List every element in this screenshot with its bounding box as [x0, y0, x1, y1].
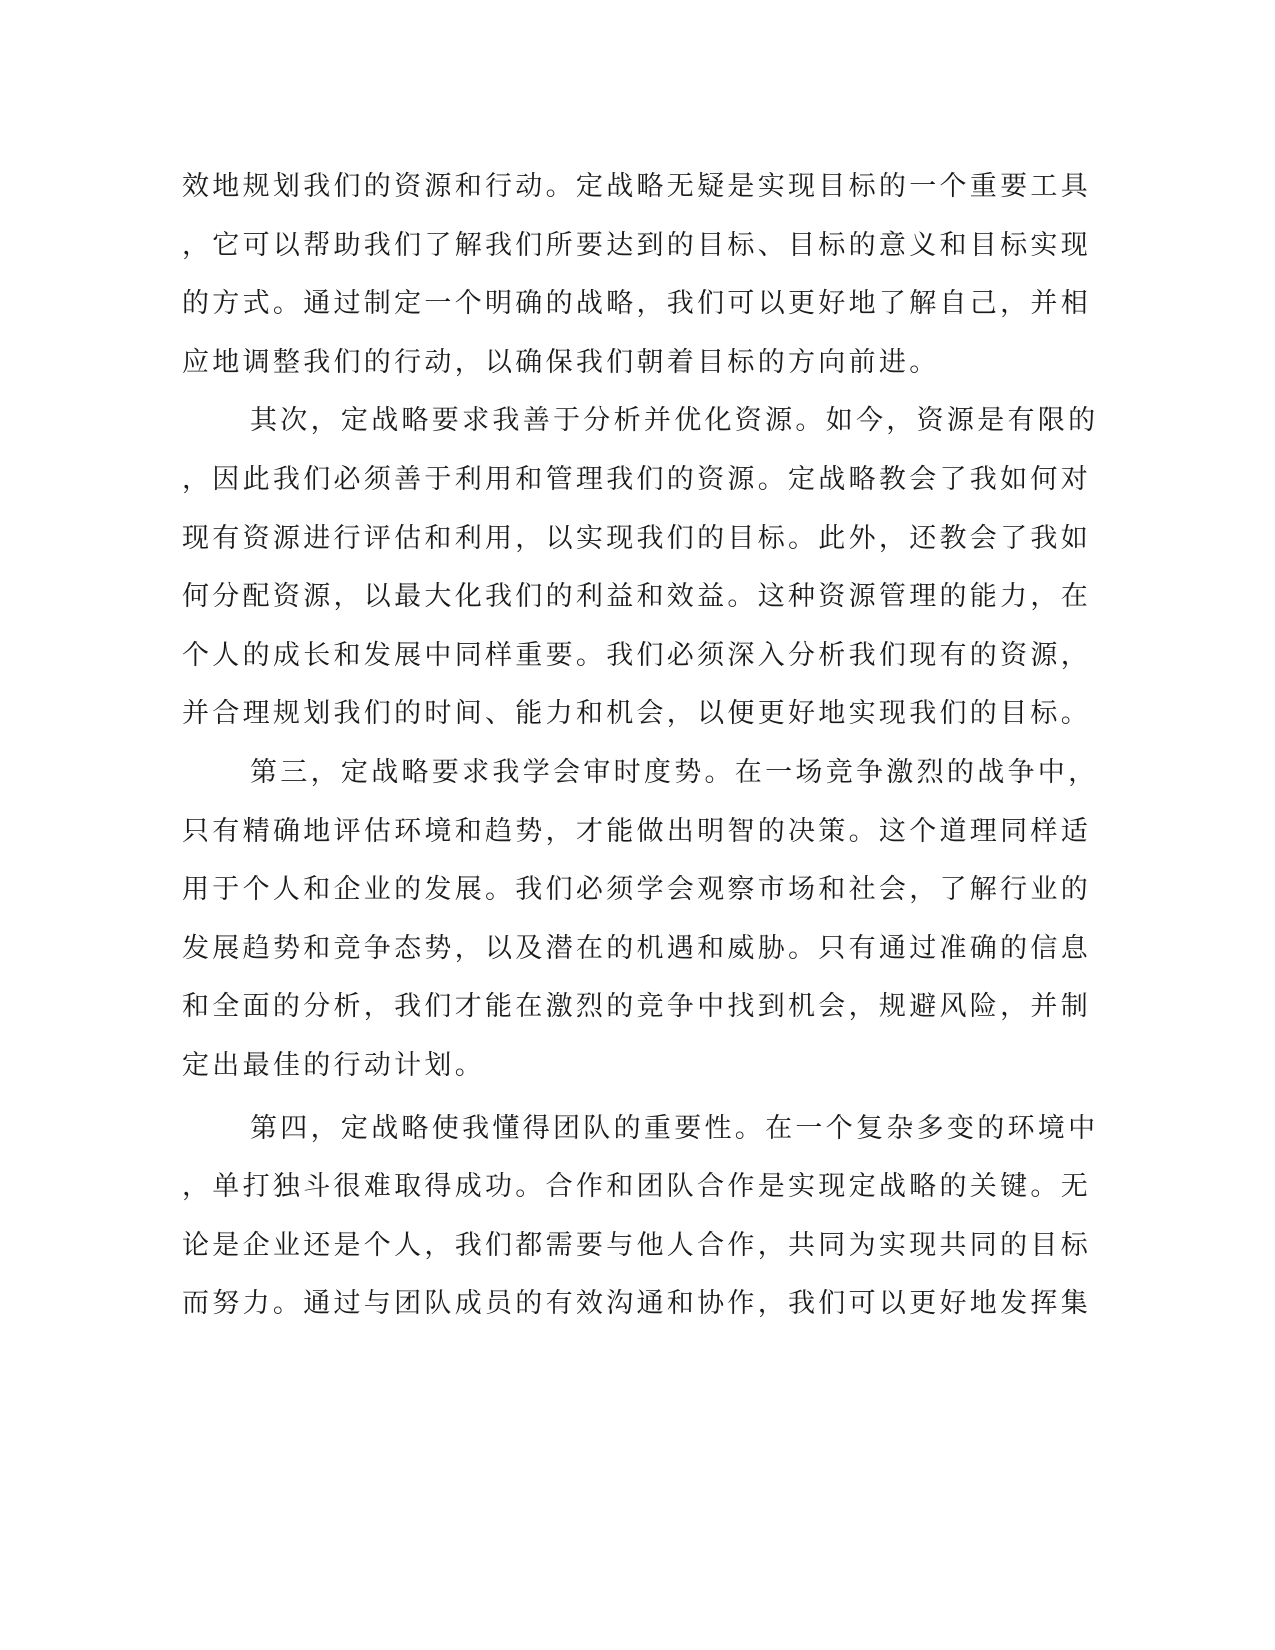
text-line: 只有精确地评估环境和趋势，才能做出明智的决策。这个道理同样适	[182, 815, 1091, 847]
text-line: 何分配资源，以最大化我们的利益和效益。这种资源管理的能力，在	[182, 581, 1091, 613]
text-line: 用于个人和企业的发展。我们必须学会观察市场和社会，了解行业的	[182, 874, 1091, 906]
text-line: 的方式。通过制定一个明确的战略，我们可以更好地了解自己，并相	[182, 288, 1091, 320]
text-line: 现有资源进行评估和利用，以实现我们的目标。此外，还教会了我如	[182, 522, 1091, 554]
text-line: 发展趋势和竞争态势，以及潜在的机遇和威胁。只有通过准确的信息	[182, 932, 1091, 964]
text-line: 效地规划我们的资源和行动。定战略无疑是实现目标的一个重要工具	[182, 171, 1091, 202]
text-line: 而努力。通过与团队成员的有效沟通和协作，我们可以更好地发挥集	[182, 1288, 1091, 1320]
text-line: 论是企业还是个人，我们都需要与他人合作，共同为实现共同的目标	[182, 1229, 1091, 1261]
text-line: ，因此我们必须善于利用和管理我们的资源。定战略教会了我如何对	[182, 463, 1091, 495]
text-line: ，单打独斗很难取得成功。合作和团队合作是实现定战略的关键。无	[182, 1171, 1091, 1203]
text-line: 个人的成长和发展中同样重要。我们必须深入分析我们现有的资源，	[182, 639, 1091, 671]
paragraph-start-line: 第四，定战略使我懂得团队的重要性。在一个复杂多变的环境中	[250, 1112, 1099, 1144]
text-line: 和全面的分析，我们才能在激烈的竞争中找到机会，规避风险，并制	[182, 991, 1091, 1023]
text-line: 并合理规划我们的时间、能力和机会，以便更好地实现我们的目标。	[182, 698, 1091, 730]
document-body	[182, 158, 1099, 1334]
text-line: 定出最佳的行动计划。	[182, 1049, 485, 1081]
paragraph-start-line: 第三，定战略要求我学会审时度势。在一场竞争激烈的战争中，	[250, 756, 1099, 788]
text-line: 应地调整我们的行动，以确保我们朝着目标的方向前进。	[182, 346, 940, 378]
text-line: ，它可以帮助我们了解我们所要达到的目标、目标的意义和目标实现	[182, 229, 1091, 261]
paragraph-start-line: 其次，定战略要求我善于分析并优化资源。如今，资源是有限的	[250, 405, 1099, 437]
